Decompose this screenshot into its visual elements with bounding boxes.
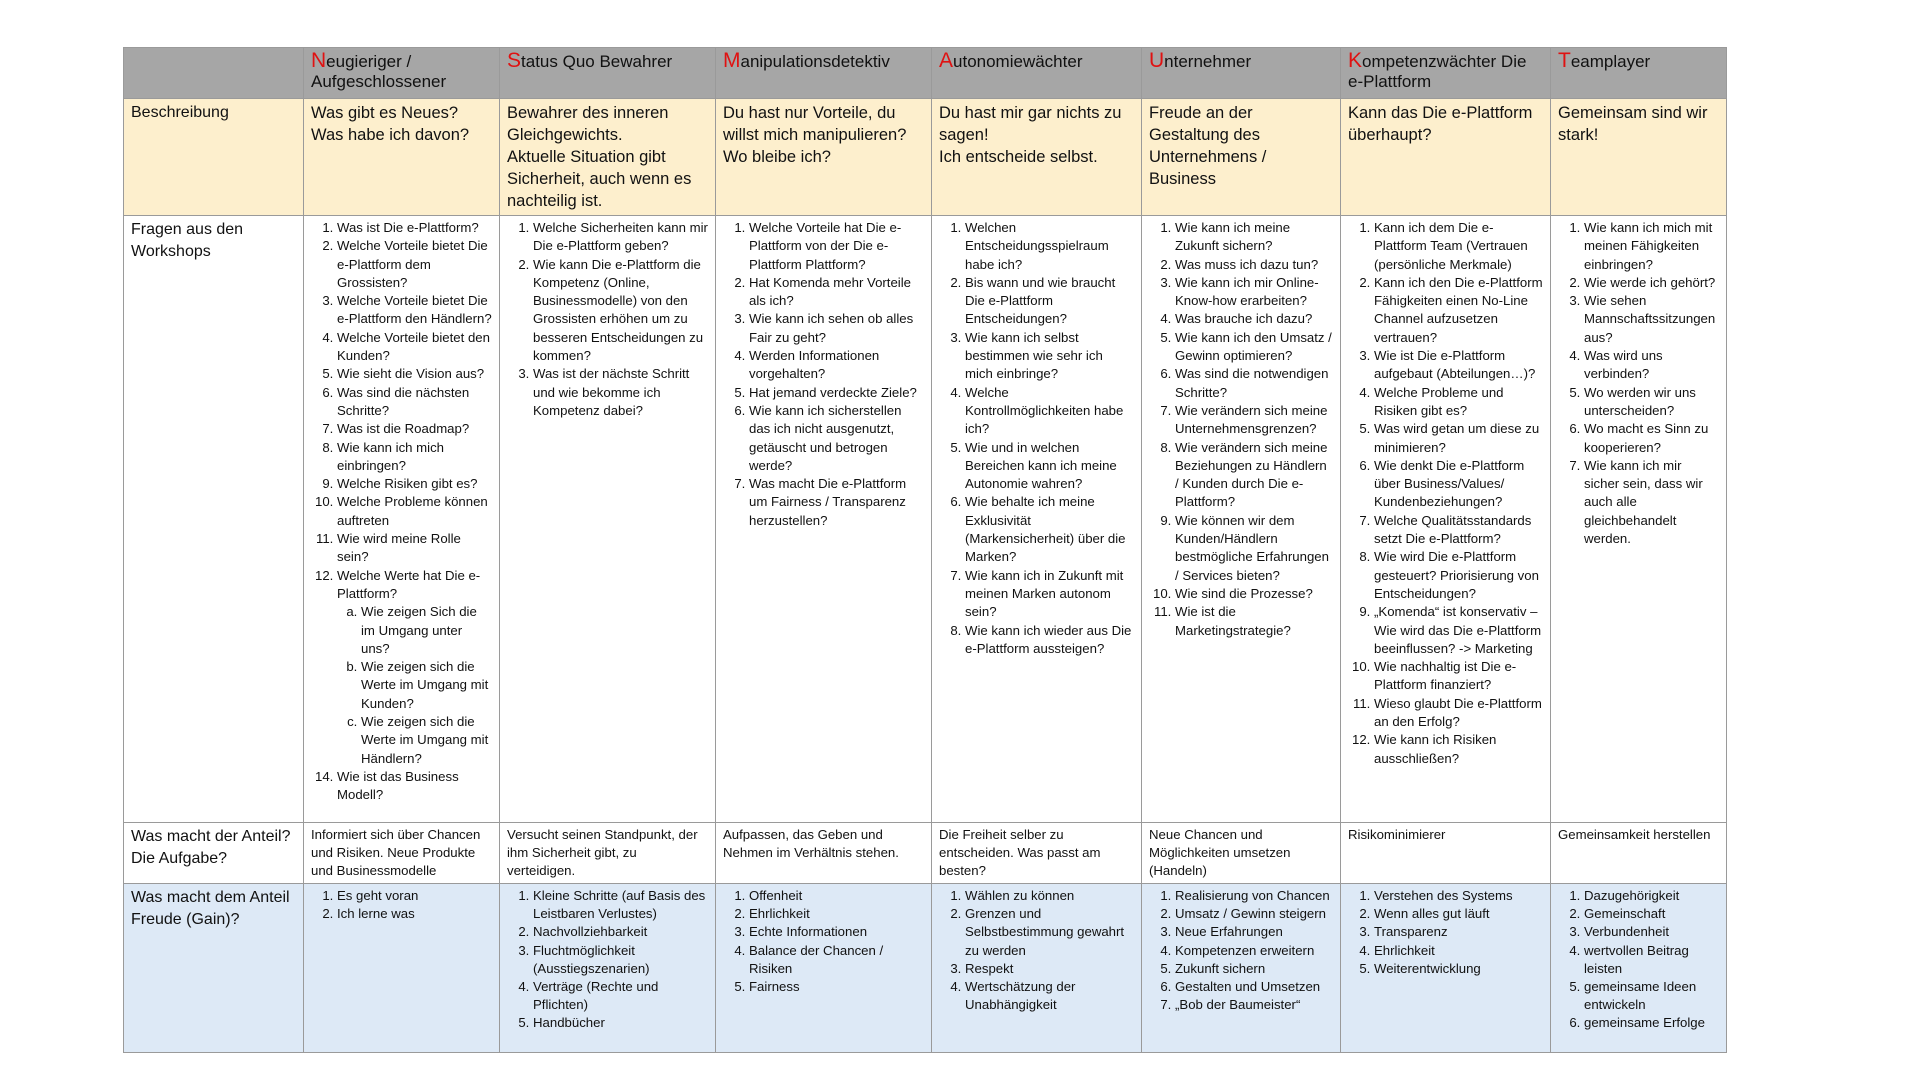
list-item: 1. Was ist Die e-Plattform? [337,219,492,237]
beschreibung-line: Was gibt es Neues? [311,104,459,122]
list-item: 4. Wertschätzung der Unabhängigkeit [965,978,1134,1014]
list-item: 5. Wie sieht die Vision aus? [337,365,492,383]
list-item: 7. Wie kann ich in Zukunft mit meinen Marken autonom sein? [965,567,1134,622]
list-item: 2. Grenzen und Selbstbestimmung gewahrt zu werden [965,905,1134,960]
beschreibung-line: Aktuelle Situation gibt Sicherheit, auch wenn es nachteilig ist. [507,148,692,210]
list-item: 4. Verträge (Rechte und Pflichten) [533,978,708,1014]
beschreibung-cell [500,99,716,216]
beschreibung-line: Wo bleibe ich? [723,148,831,166]
column-header-3 [932,48,1142,99]
column-title: tatus Quo Bewahrer [521,52,673,71]
list-item: 3. Was ist der nächste Schritt und wie bekomme ich Kompetenz dabei? [533,365,708,420]
list-item: 3. Wie kann ich sehen ob alles Fair zu geht? [749,310,924,347]
beschreibung-row [124,99,1727,216]
gain-cell [304,884,500,1053]
beschreibung-line: Freude an der Gestaltung des Unternehmens / Business [1149,104,1267,188]
aufgabe-cell: Gemeinsamkeit herstellen [1551,823,1727,884]
list-item: 1. Kann ich dem Die e-Plattform Team (Vertrauen (persönliche Merkmale) [1374,219,1543,274]
beschreibung-line: Bewahrer des inneren Gleichgewichts. [507,104,669,144]
gain-list [311,887,492,923]
list-item: 4. Kompetenzen erweitern [1175,942,1333,960]
sublist-item: c. Wie zeigen sich die Werte im Umgang mit Händlern? [361,713,492,768]
list-item: 7. „Bob der Baumeister“ [1175,996,1333,1014]
list-item: 6. Wie behalte ich meine Exklusivität (Markensicherheit) über die Marken? [965,493,1134,566]
aufgabe-cell: Risikominimierer [1341,823,1551,884]
list-item: 4. Welche Kontrollmöglichkeiten habe ich? [965,384,1134,439]
list-item: 6. Was sind die nächsten Schritte? [337,384,492,421]
column-header-1 [500,48,716,99]
list-item: 10. Welche Probleme können auftreten [337,493,492,530]
list-item: 12. Wie kann ich Risiken ausschließen? [1374,731,1543,768]
list-item: 7. Was ist die Roadmap? [337,420,492,438]
sublist-item: a. Wie zeigen Sich die im Umgang unter uns? [361,603,492,658]
list-item: 3. Welche Vorteile bietet Die e-Plattform den Händlern? [337,292,492,329]
list-item: 2. Nachvollziehbarkeit [533,923,708,941]
list-item: 1. Wie kann ich mich mit meinen Fähigkeiten einbringen? [1584,219,1719,274]
gain-cell [932,884,1142,1053]
list-item: 3. Fluchtmöglichkeit (Ausstiegszenarien) [533,942,708,978]
beschreibung-line: Du hast nur Vorteile, du willst mich manipulieren? [723,104,907,144]
column-initial: A [939,49,954,72]
list-item: 6. Wie kann ich sicherstellen das ich nicht ausgenutzt, getäuscht und betrogen werde? [749,402,924,475]
gain-list [723,887,924,996]
beschreibung-cell [932,99,1142,216]
persona-table [123,47,1727,1053]
column-title: nternehmer [1164,52,1252,71]
list-item: 1. Verstehen des Systems [1374,887,1543,905]
column-initial: T [1558,49,1571,72]
list-item: 2. Gemeinschaft [1584,905,1719,923]
beschreibung-line: Was habe ich davon? [311,126,470,144]
list-item: 4. Was brauche ich dazu? [1175,310,1333,328]
column-title: ompetenzwächter Die e-Plattform [1348,52,1527,91]
row-label-fragen: Fragen aus den Workshops [124,216,304,823]
list-item: 5. Wo werden wir uns unterscheiden? [1584,384,1719,421]
gain-list [1348,887,1543,978]
list-item: 2. Umsatz / Gewinn steigern [1175,905,1333,923]
list-item: 6. gemeinsame Erfolge [1584,1014,1719,1032]
list-item: 4. Welche Vorteile bietet den Kunden? [337,329,492,366]
gain-cell [500,884,716,1053]
beschreibung-line: Du hast mir gar nichts zu sagen! [939,104,1122,144]
column-header-5 [1341,48,1551,99]
column-title: eamplayer [1570,52,1651,71]
fragen-list [723,219,924,530]
list-item: 6. Wo macht es Sinn zu kooperieren? [1584,420,1719,457]
beschreibung-cell [716,99,932,216]
fragen-list [939,219,1134,658]
list-item: 8. Wie wird Die e-Plattform gesteuert? Priorisierung von Entscheidungen? [1374,548,1543,603]
list-item: 1. Dazugehörigkeit [1584,887,1719,905]
column-initial: U [1149,49,1165,72]
column-title: anipulationsdetektiv [740,52,890,71]
fragen-cell [1142,216,1341,823]
list-item: 1. Offenheit [749,887,924,905]
fragen-cell [716,216,932,823]
gain-row [124,884,1727,1053]
list-item: 6. Gestalten und Umsetzen [1175,978,1333,996]
gain-cell [1341,884,1551,1053]
column-title: utonomiewächter [953,52,1083,71]
list-item: 4. Was wird uns verbinden? [1584,347,1719,384]
row-label-gain: Was macht dem Anteil Freude (Gain)? [124,884,304,1053]
list-item: 6. Was sind die notwendigen Schritte? [1175,365,1333,402]
column-initial: N [311,49,327,72]
list-item: 1. Wählen zu können [965,887,1134,905]
column-title: eugieriger / Aufgeschlossener [311,52,447,91]
column-initial: K [1348,49,1363,72]
list-item: 5. Weiterentwicklung [1374,960,1543,978]
fragen-cell [1341,216,1551,823]
list-item-with-sublist [311,603,492,768]
list-item: 3. Echte Informationen [749,923,924,941]
gain-list [507,887,708,1033]
list-item: 3. Respekt [965,960,1134,978]
aufgabe-cell: Aufpassen, das Geben und Nehmen im Verhältnis stehen. [716,823,932,884]
list-item: 7. Wie verändern sich meine Unternehmensgrenzen? [1175,402,1333,439]
fragen-list [1149,219,1333,640]
list-item: 12. Welche Werte hat Die e-Plattform? [337,567,492,604]
fragen-list [507,219,708,420]
list-item: 11. Wieso glaubt Die e-Plattform an den Erfolg? [1374,695,1543,732]
list-item: 9. „Komenda“ ist konservativ – Wie wird das Die e-Plattform beeinflussen? -> Marketing [1374,603,1543,658]
aufgabe-cell: Informiert sich über Chancen und Risiken. Neue Produkte und Businessmodelle [304,823,500,884]
list-item: 10. Wie sind die Prozesse? [1175,585,1333,603]
list-item: 8. Wie kann ich mich einbringen? [337,439,492,476]
fragen-cell [304,216,500,823]
list-item: 2. Welche Vorteile bietet Die e-Plattform dem Grossisten? [337,237,492,292]
werte-sublist [337,603,492,768]
list-item: 5. Hat jemand verdeckte Ziele? [749,384,924,402]
beschreibung-line: Ich entscheide selbst. [939,148,1098,166]
gain-cell [716,884,932,1053]
gain-list [1558,887,1719,1033]
list-item: 2. Wie kann Die e-Plattform die Kompetenz (Online, Businessmodelle) von den Grossisten erhöhen um zu besseren Entscheidungen zu kommen? [533,256,708,366]
list-item: 2. Wenn alles gut läuft [1374,905,1543,923]
beschreibung-line: Kann das Die e-Plattform überhaupt? [1348,104,1533,144]
beschreibung-cell [1142,99,1341,216]
header-corner-cell [124,48,304,99]
list-item: 3. Verbundenheit [1584,923,1719,941]
list-item: 4. Werden Informationen vorgehalten? [749,347,924,384]
list-item: 7. Was macht Die e-Plattform um Fairness / Transparenz herzustellen? [749,475,924,530]
list-item: 2. Ich lerne was [337,905,492,923]
fragen-list [311,219,492,805]
list-item: 5. gemeinsame Ideen entwickeln [1584,978,1719,1014]
list-item: 9. Wie können wir dem Kunden/Händlern bestmögliche Erfahrungen / Services bieten? [1175,512,1333,585]
list-item: 3. Wie kann ich mir Online-Know-how erarbeiten? [1175,274,1333,311]
list-item: 11. Wie wird meine Rolle sein? [337,530,492,567]
gain-cell [1142,884,1341,1053]
beschreibung-cell [1341,99,1551,216]
column-header-4 [1142,48,1341,99]
list-item: 5. Zukunft sichern [1175,960,1333,978]
list-item: 6. Wie denkt Die e-Plattform über Business/Values/ Kundenbeziehungen? [1374,457,1543,512]
list-item: 3. Wie ist Die e-Plattform aufgebaut (Abteilungen…)? [1374,347,1543,384]
beschreibung-line: Gemeinsam sind wir stark! [1558,104,1708,144]
list-item: 1. Es geht voran [337,887,492,905]
fragen-row [124,216,1727,823]
list-item: 1. Welchen Entscheidungsspielraum habe ich? [965,219,1134,274]
row-label-aufgabe: Was macht der Anteil? Die Aufgabe? [124,823,304,884]
gain-cell [1551,884,1727,1053]
list-item: 2. Bis wann und wie braucht Die e-Plattform Entscheidungen? [965,274,1134,329]
list-item: 3. Wie kann ich selbst bestimmen wie sehr ich mich einbringe? [965,329,1134,384]
list-item: 7. Welche Qualitätsstandards setzt Die e-Plattform? [1374,512,1543,549]
aufgabe-cell: Die Freiheit selber zu entscheiden. Was passt am besten? [932,823,1142,884]
column-initial: M [723,49,741,72]
beschreibung-cell [1551,99,1727,216]
list-item: 4. Ehrlichkeit [1374,942,1543,960]
row-label-beschreibung: Beschreibung [124,99,304,216]
fragen-list [1348,219,1543,768]
list-item: 5. Fairness [749,978,924,996]
list-item: 2. Ehrlichkeit [749,905,924,923]
list-item: 2. Wie werde ich gehört? [1584,274,1719,292]
list-item: 1. Welche Sicherheiten kann mir Die e-Plattform geben? [533,219,708,256]
beschreibung-cell [304,99,500,216]
list-item: 2. Kann ich den Die e-Plattform Fähigkeiten einen No-Line Channel aufzusetzen vertrauen? [1374,274,1543,347]
fragen-cell [1551,216,1727,823]
list-item: 2. Hat Komenda mehr Vorteile als ich? [749,274,924,311]
sublist-item: b. Wie zeigen sich die Werte im Umgang mit Kunden? [361,658,492,713]
list-item: 1. Kleine Schritte (auf Basis des Leistbaren Verlustes) [533,887,708,923]
aufgabe-row [124,823,1727,884]
aufgabe-cell: Versucht seinen Standpunkt, der ihm Sicherheit gibt, zu verteidigen. [500,823,716,884]
list-item: 3. Neue Erfahrungen [1175,923,1333,941]
list-item: 7. Wie kann ich mir sicher sein, dass wir auch alle gleichbehandelt werden. [1584,457,1719,548]
column-initial: S [507,49,522,72]
list-item: 1. Welche Vorteile hat Die e-Plattform von der Die e-Plattform Plattform? [749,219,924,274]
list-item: 9. Welche Risiken gibt es? [337,475,492,493]
list-item: 5. Wie und in welchen Bereichen kann ich meine Autonomie wahren? [965,439,1134,494]
fragen-list [1558,219,1719,548]
list-item: 3. Transparenz [1374,923,1543,941]
column-header-6 [1551,48,1727,99]
list-item: 2. Was muss ich dazu tun? [1175,256,1333,274]
header-row [124,48,1727,99]
list-item: 4. Welche Probleme und Risiken gibt es? [1374,384,1543,421]
fragen-cell [932,216,1142,823]
list-item: 5. Wie kann ich den Umsatz / Gewinn optimieren? [1175,329,1333,366]
list-item: 10. Wie nachhaltig ist Die e-Plattform finanziert? [1374,658,1543,695]
list-item: 4. wertvollen Beitrag leisten [1584,942,1719,978]
list-item: 3. Wie sehen Mannschaftssitzungen aus? [1584,292,1719,347]
column-header-2 [716,48,932,99]
list-item: 1. Realisierung von Chancen [1175,887,1333,905]
fragen-cell [500,216,716,823]
list-item: 14. Wie ist das Business Modell? [337,768,492,805]
list-item: 1. Wie kann ich meine Zukunft sichern? [1175,219,1333,256]
list-item: 5. Handbücher [533,1014,708,1032]
list-item: 8. Wie verändern sich meine Beziehungen zu Händlern / Kunden durch Die e-Plattform? [1175,439,1333,512]
aufgabe-cell: Neue Chancen und Möglichkeiten umsetzen (Handeln) [1142,823,1341,884]
list-item: 5. Was wird getan um diese zu minimieren? [1374,420,1543,457]
gain-list [1149,887,1333,1014]
list-item: 11. Wie ist die Marketingstrategie? [1175,603,1333,640]
gain-list [939,887,1134,1014]
list-item: 4. Balance der Chancen / Risiken [749,942,924,978]
column-header-0 [304,48,500,99]
list-item: 8. Wie kann ich wieder aus Die e-Plattform aussteigen? [965,622,1134,659]
